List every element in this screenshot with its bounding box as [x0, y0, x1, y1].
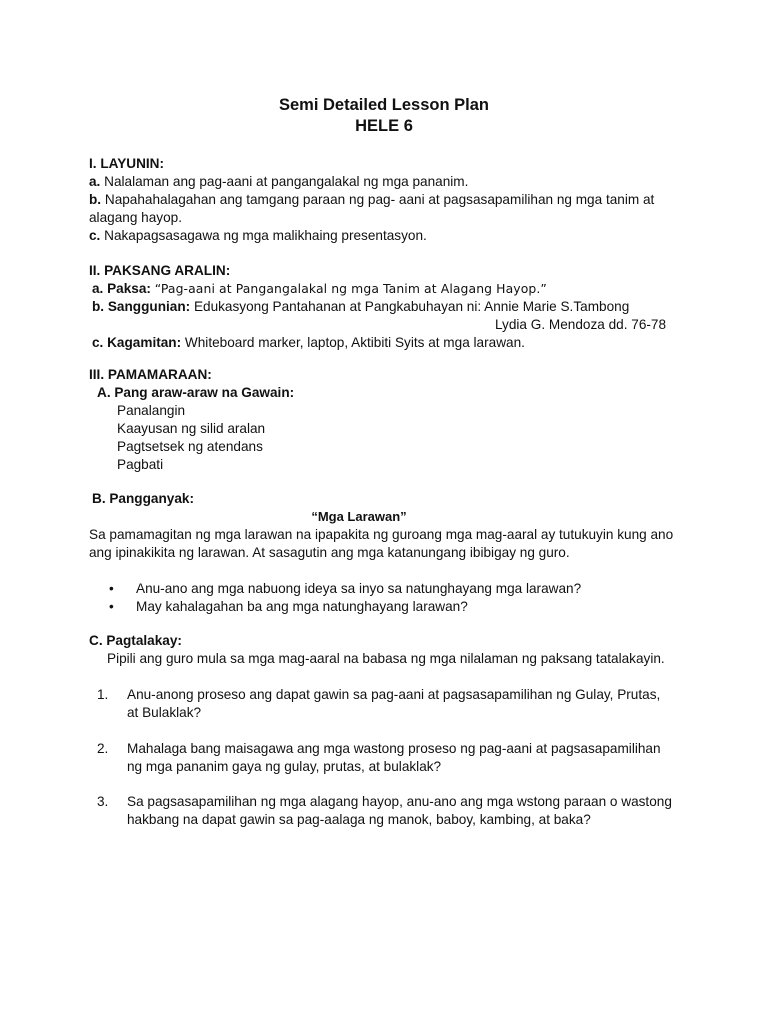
item-letter: a.	[89, 174, 101, 189]
kagamitan-row	[89, 334, 709, 352]
item-text: Nalalaman ang pag-aani at pangangalakal ng mga pananim.	[100, 174, 469, 189]
layunin-section	[89, 155, 709, 245]
question-text-cont: at Bulaklak?	[127, 705, 202, 720]
question-number: 3.	[97, 794, 109, 809]
gawain-item: Kaayusan ng silid aralan	[117, 421, 266, 436]
pangganyak-bullet	[89, 598, 709, 616]
question-text: Sa pagsasapamilihan ng mga alagang hayop, anu-ano ang mga wstong paraan o wastong	[127, 794, 672, 809]
question-text: Mahalaga bang maisagawa ang mga wastong proseso ng pag-aani at pagsasapamilihan	[127, 741, 661, 756]
sanggunian-second-author: Lydia G. Mendoza dd. 76-78	[495, 317, 667, 332]
sanggunian-row	[89, 298, 709, 316]
paksa-row	[89, 280, 709, 298]
pamamaraan-heading: III. PAMAMARAAN:	[89, 367, 212, 382]
bullet-icon: •	[109, 581, 114, 596]
bullet-text: Anu-ano ang mga nabuong ideya sa inyo sa natunghayang mga larawan?	[136, 581, 582, 596]
paksa-text: “Pag-aani at Pangangalakal ng mga Tanim at Alagang Hayop.”	[154, 281, 547, 296]
gawain-item: Pagtsetsek ng atendans	[117, 439, 263, 454]
item-text: Napahahalagahan ang tamgang paraan ng pag- aani at pagsasapamilihan ng mga tanim at alagang hayop.	[89, 192, 655, 225]
pangganyak-bullet	[89, 580, 709, 598]
item-letter: b.	[89, 192, 102, 207]
pangganyak-paragraph: Sa pamamagitan ng mga larawan na ipapakita ng guroang mga mag-aaral ay tutukuyin kung ano ang ipinakikita ng larawan. At sasagutin ang mga katanungang ibibigay ng guro.	[89, 527, 674, 560]
question-text-cont: hakbang na dapat gawin sa pag-aalaga ng manok, baboy, kambing, at baka?	[127, 812, 591, 827]
pagtalakay-intro: Pipili ang guro mula sa mga mag-aaral na babasa ng mga nilalaman ng paksang tatalakayin.	[107, 651, 665, 666]
pagtalakay-section	[89, 632, 709, 668]
pamamaraan-section	[89, 366, 709, 474]
gawain-item: Pagbati	[117, 457, 164, 472]
gawain-item: Panalangin	[117, 403, 186, 418]
layunin-item-a	[89, 173, 709, 191]
pangganyak-title: “Mga Larawan”	[311, 509, 407, 524]
layunin-heading: I. LAYUNIN:	[89, 156, 165, 171]
question-3	[89, 793, 709, 829]
layunin-item-c	[89, 227, 709, 245]
layunin-item-b	[89, 191, 679, 227]
bullet-text: May kahalagahan ba ang mga natunghayang larawan?	[136, 599, 468, 614]
gawain-heading: A. Pang araw-araw na Gawain:	[97, 385, 295, 400]
paksang-aralin-section	[89, 262, 709, 352]
sanggunian-label: b. Sanggunian:	[92, 299, 191, 314]
item-text: Nakapagsasagawa ng mga malikhaing presentasyon.	[100, 228, 427, 243]
question-2	[89, 740, 709, 776]
kagamitan-text: Whiteboard marker, laptop, Aktibiti Syits at mga larawan.	[181, 335, 525, 350]
sanggunian-text: Edukasyong Pantahanan at Pangkabuhayan ni: Annie Marie S.Tambong	[190, 299, 630, 314]
question-number: 1.	[97, 687, 109, 702]
question-number: 2.	[97, 741, 109, 756]
page-title: Semi Detailed Lesson Plan	[279, 96, 489, 114]
question-text: Anu-anong proseso ang dapat gawin sa pag-aani at pagsasapamilihan ng Gulay, Prutas,	[127, 687, 661, 702]
pangganyak-heading: B. Pangganyak:	[92, 491, 194, 506]
pagtalakay-heading: C. Pagtalakay:	[89, 633, 182, 648]
kagamitan-label: c. Kagamitan:	[92, 335, 182, 350]
paksang-aralin-heading: II. PAKSANG ARALIN:	[89, 263, 231, 278]
question-text-cont: ng mga pananim gaya ng gulay, prutas, at bulaklak?	[127, 759, 442, 774]
item-letter: c.	[89, 228, 101, 243]
pangganyak-section	[89, 490, 709, 616]
gawain-list	[89, 402, 709, 474]
question-1	[89, 686, 709, 722]
page-subtitle: HELE 6	[355, 117, 413, 135]
bullet-icon: •	[109, 599, 114, 614]
paksa-label: a. Paksa:	[92, 281, 151, 296]
